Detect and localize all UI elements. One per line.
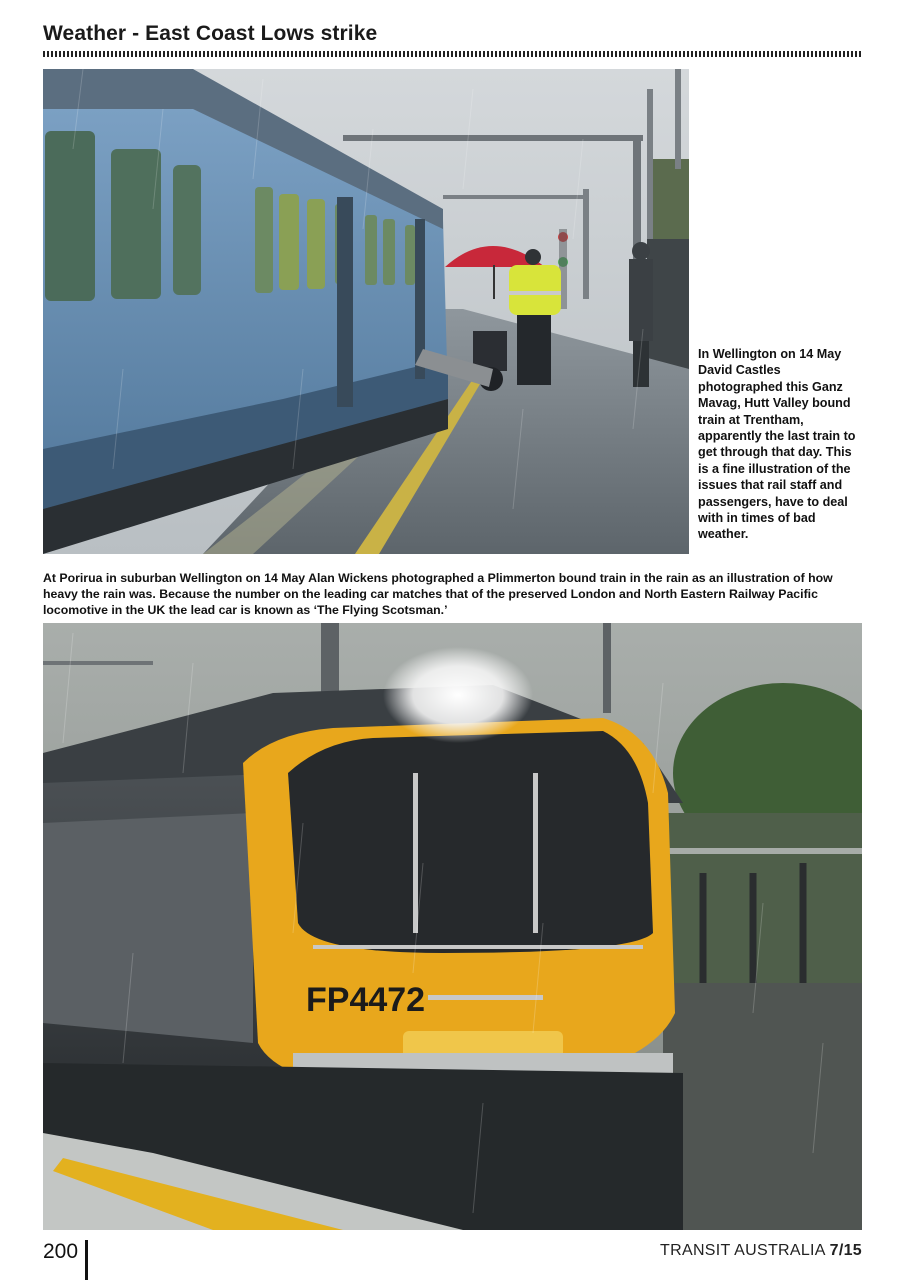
publication-name: TRANSIT AUSTRALIA xyxy=(660,1242,825,1259)
loco-number: FP4472 xyxy=(306,981,426,1019)
photo-bottom-caption: At Porirua in suburban Wellington on 14 May Alan Wickens photographed a Plimmerton bound train in the rain as an illustration of how heavy the rain was. Because the number on the leading car matches that of the preserved London and North Eastern Railway Pacific locomotive in the UK the lead car is known as ‘The Flying Scotsman.’ xyxy=(43,571,833,617)
page-number: 200 xyxy=(43,1240,79,1263)
photo-top-caption: In Wellington on 14 May David Castles photographed this Ganz Mavag, Hutt Valley bound train at Trentham, apparently the last train to get through that day. This is a fine illustration of the issues that rail staff and passengers, have to deal with in times of bad weather. xyxy=(698,347,856,542)
title-dotted-rule xyxy=(43,51,862,57)
photo-trentham-train xyxy=(43,69,689,554)
running-footer xyxy=(660,1242,862,1260)
article-title: Weather - East Coast Lows strike xyxy=(43,22,378,45)
photo-porirua-train xyxy=(43,623,862,1230)
folio-divider xyxy=(85,1240,88,1280)
issue-number: 7/15 xyxy=(829,1242,862,1259)
